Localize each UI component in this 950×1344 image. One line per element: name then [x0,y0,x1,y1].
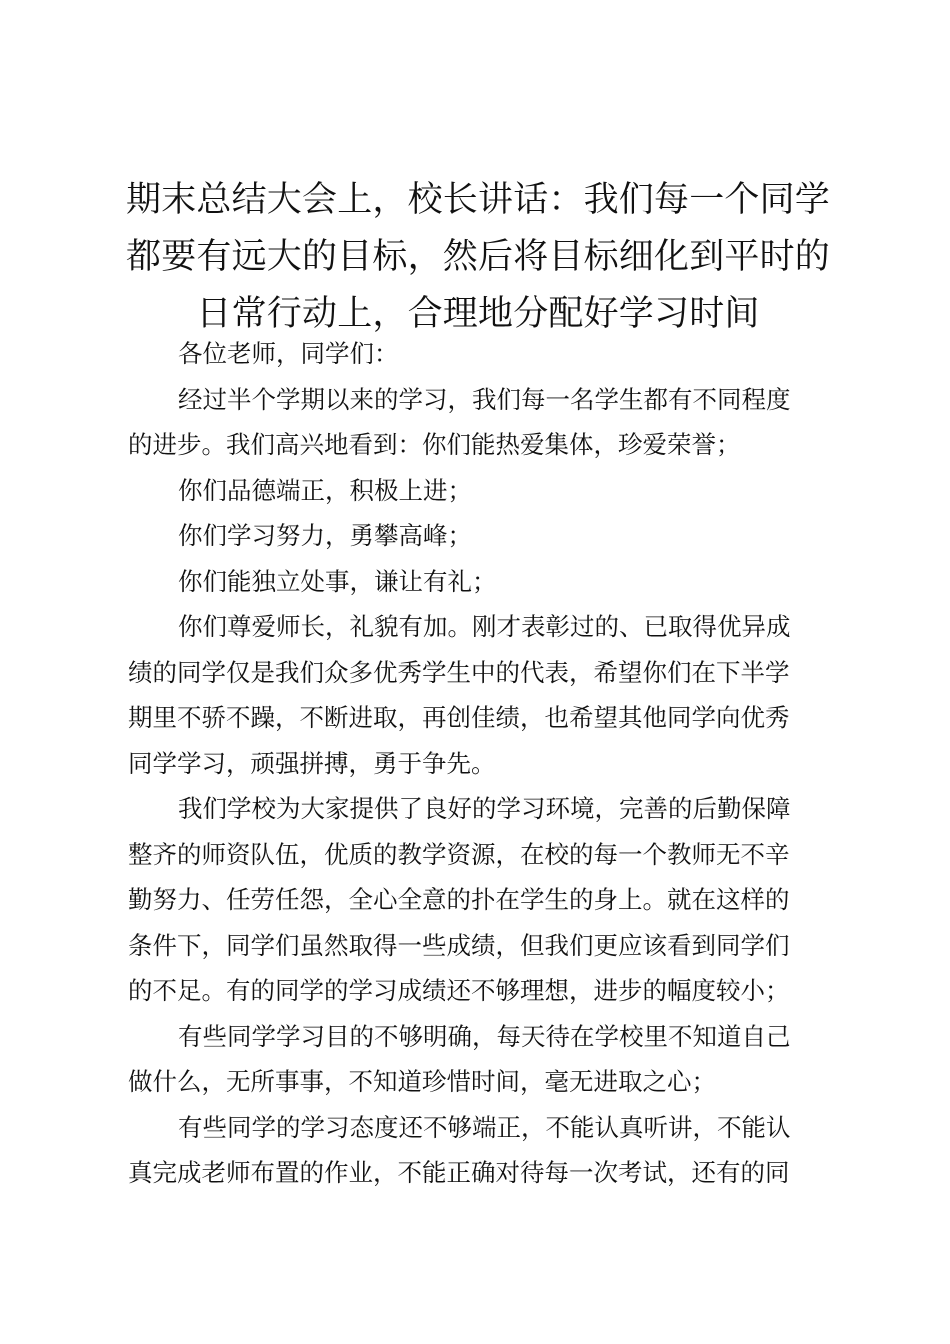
text-line: 有些同学学习目的不够明确，每天待在学校里不知道自己 [178,1021,791,1051]
text-line: 整齐的师资队伍，优质的教学资源，在校的每一个教师无不辛 [128,839,790,869]
paragraph [128,513,832,559]
paragraph [128,1105,832,1196]
paragraph [128,377,832,468]
paragraph [128,786,832,1014]
title-line: 都要有远大的目标，然后将目标细化到平时的 [126,237,831,277]
paragraph [128,604,832,786]
paragraph-greeting [128,331,832,377]
text-line: 期里不骄不躁，不断进取，再创佳绩，也希望其他同学向优秀 [128,703,790,732]
text-line: 你们品德端正，积极上进； [178,475,472,505]
text-line: 绩的同学仅是我们众多优秀学生中的代表，希望你们在下半学 [128,657,790,687]
document-title [126,172,830,343]
text-line: 经过半个学期以来的学习，我们每一名学生都有不同程度 [178,384,791,414]
text-line: 你们学习努力，勇攀高峰； [178,521,472,550]
text-line: 你们能独立处事，谦让有礼； [178,566,497,596]
document-body [128,331,832,1196]
text-line: 我们学校为大家提供了良好的学习环境，完善的后勤保障 [178,794,791,823]
text-line: 勤努力、任劳任怨，全心全意的扑在学生的身上。就在这样的 [128,885,790,914]
text-line: 的不足。有的同学的学习成绩还不够理想，进步的幅度较小； [128,976,790,1005]
title-line: 日常行动上，合理地分配好学习时间 [196,294,760,334]
title-line: 期末总结大会上，校长讲话：我们每一个同学 [126,180,831,220]
paragraph [128,1014,832,1105]
paragraph [128,559,832,605]
text-line: 真完成老师布置的作业，不能正确对待每一次考试，还有的同 [128,1158,790,1187]
text-line: 做什么，无所事事，不知道珍惜时间，毫无进取之心； [128,1067,716,1096]
text-line: 你们尊爱师长，礼貌有加。刚才表彰过的、已取得优异成 [178,612,791,641]
text-line: 各位老师，同学们： [178,339,399,368]
text-line: 的进步。我们高兴地看到：你们能热爱集体，珍爱荣誉； [128,430,741,459]
text-line: 有些同学的学习态度还不够端正，不能认真听讲，不能认 [178,1112,791,1142]
paragraph [128,468,832,514]
text-line: 同学学习，顽强拼搏，勇于争先。 [128,748,496,778]
text-line: 条件下，同学们虽然取得一些成绩，但我们更应该看到同学们 [128,930,790,960]
